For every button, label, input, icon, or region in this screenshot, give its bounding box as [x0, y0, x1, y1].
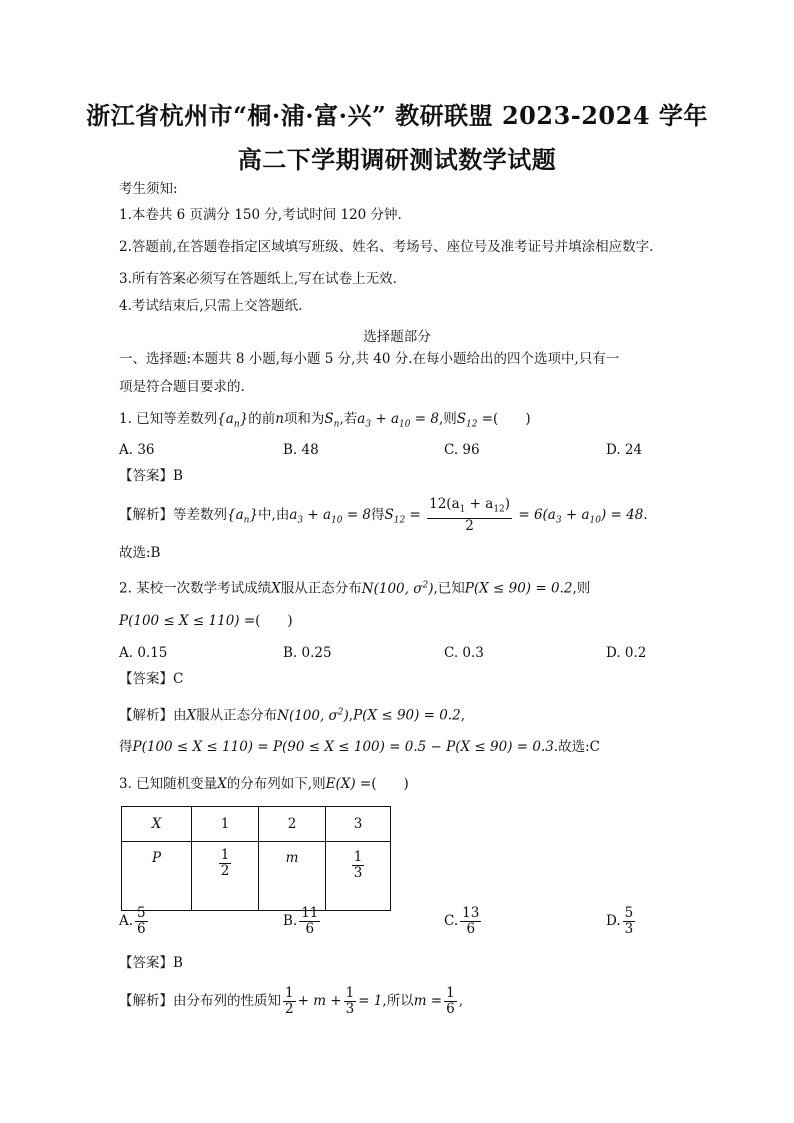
q1-option-c: C. 96 [444, 442, 480, 458]
q1-stem: 1. 已知等差数列$\{a_n\}$的前n项和为$S_n$,若$a_3 + a_{10} = 8$,则$S_{12}$ =( ) [119, 411, 531, 430]
q3-option-c: C. $\frac{13}{6}$ [444, 905, 480, 937]
notice-heading: 考生须知: [119, 181, 178, 197]
q2-option-d: D. 0.2 [606, 645, 647, 661]
q1-analysis: 【解析】等差数列$\{a_n\}$中,由$a_3 + a_{10} = 8$得$S_{12}$ = $\frac{12(a_1 + a_{12})}{2}$ = $6(a_3 + a_{10}) = 48$. [119, 496, 648, 534]
q1-option-a: A. 36 [119, 442, 155, 458]
table-cell: 1 [192, 807, 259, 842]
q1-option-d: D. 24 [606, 442, 643, 458]
table-cell: 2 [259, 807, 326, 842]
notice-item-4: 4.考试结束后,只需上交答题纸. [119, 298, 303, 314]
q2-option-c: C. 0.3 [444, 645, 484, 661]
table-cell: 3 [326, 807, 391, 842]
section-title: 选择题部分 [363, 329, 431, 345]
q3-option-b: B. $\frac{11}{6}$ [283, 905, 319, 937]
q3-stem: 3. 已知随机变量X的分布列如下,则E(X) =( ) [119, 776, 409, 792]
title-line-1: 浙江省杭州市“桐·浦·富·兴” 教研联盟 2023-2024 学年 [86, 101, 708, 130]
distribution-table [121, 806, 391, 911]
q2-option-b: B. 0.25 [283, 645, 332, 661]
table-row [122, 807, 391, 842]
q3-option-a: A. $\frac{5}{6}$ [119, 905, 146, 937]
notice-item-2: 2.答题前,在答题卷指定区域填写班级、姓名、考场号、座位号及准考证号并填涂相应数字. [119, 239, 654, 255]
table-cell: m [259, 842, 326, 911]
part1-intro-2: 项是符合题目要求的. [119, 379, 245, 395]
table-cell: P [122, 842, 192, 911]
q2-analysis-line2: 得P(100 ≤ X ≤ 110) = P(90 ≤ X ≤ 100) = 0.5 − P(X ≤ 90) = 0.3.故选:C [119, 739, 600, 755]
q3-analysis: 【解析】由分布列的性质知 $\frac{1}{2}$ + m + $\frac{1}{3}$ = 1,所以m = $\frac{1}{6}$ , [119, 985, 463, 1017]
notice-item-1: 1.本卷共 6 页满分 150 分,考试时间 120 分钟. [119, 207, 402, 223]
table-row [122, 842, 391, 911]
q2-stem-line1: 2. 某校一次数学考试成绩X服从正态分布N(100, $\sigma^2$),已知P(X ≤ 90) = 0.2,则 [119, 580, 591, 597]
q1-option-b: B. 48 [283, 442, 319, 458]
table-cell: $\frac{1}{3}$ [326, 842, 391, 911]
q2-answer: 【答案】C [119, 671, 184, 687]
part1-intro-1: 一、选择题:本题共 8 小题,每小题 5 分,共 40 分.在每小题给出的四个选项中,只有一 [119, 351, 620, 367]
notice-item-3: 3.所有答案必须写在答题纸上,写在试卷上无效. [119, 271, 397, 287]
table-cell: X [122, 807, 192, 842]
q3-answer: 【答案】B [119, 955, 183, 971]
q1-conclusion: 故选:B [119, 545, 161, 561]
q2-analysis-line1: 【解析】由X服从正态分布N(100, $\sigma^2),P(X \le 90) = 0.2$, [119, 707, 466, 724]
table-cell: $\frac{1}{2}$ [192, 842, 259, 911]
q2-option-a: A. 0.15 [119, 645, 168, 661]
q1-answer: 【答案】B [119, 468, 183, 484]
q3-option-d: D. $\frac{5}{3}$ [606, 905, 634, 937]
q2-stem-line2: P(100 ≤ X ≤ 110) =( ) [119, 613, 293, 629]
title-line-2: 高二下学期调研测试数学试题 [237, 145, 557, 174]
